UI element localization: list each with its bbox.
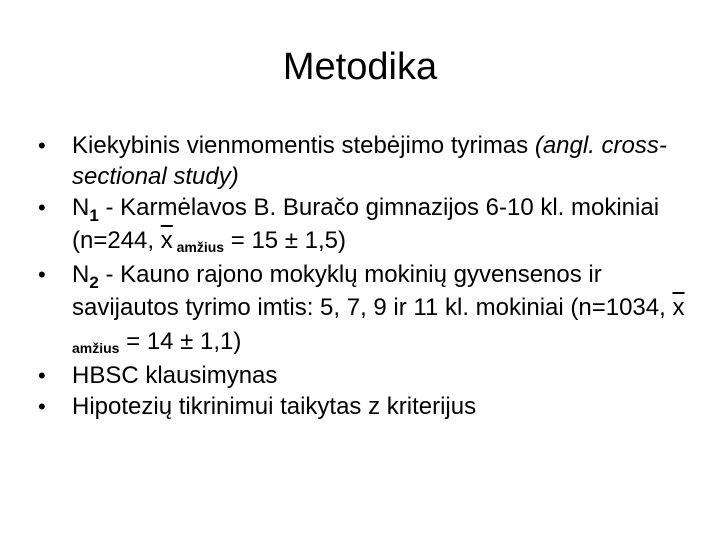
bullet-text: - Karmėlavos B. Buračo gimnazijos 6-10 kl. mokiniai (n=244, (72, 194, 660, 254)
slide-title: Metodika (282, 46, 438, 88)
sample-label: N (72, 261, 90, 288)
bullet-icon: • (38, 262, 46, 287)
bullet-item-sample-n1 (36, 192, 696, 259)
bullet-icon: • (38, 133, 46, 158)
bullet-item-study-type (36, 130, 696, 192)
bullet-text: HBSC klausimynas (72, 362, 278, 389)
mean-symbol: $\overline{x}$ (160, 227, 173, 254)
bullet-italic-text: (angl. cross-sectional study) (72, 132, 667, 190)
bullet-item-sample-n2 (36, 259, 696, 360)
bullet-item-questionnaire (36, 360, 696, 391)
mean-subscript: amžius (172, 239, 225, 255)
bullet-text-end: = 15 ± 1,5) (224, 227, 347, 254)
bullet-icon: • (38, 363, 46, 388)
bullet-text-end: = 14 ± 1,1) (119, 328, 242, 355)
mean-subscript: amžius (72, 340, 120, 356)
sample-subscript: 2 (89, 273, 99, 292)
bullet-list (36, 130, 696, 422)
mean-symbol: $\overline{x}$ (672, 294, 685, 321)
bullet-text: Hipotezių tikrinimui taikytas z kriterijus (72, 393, 477, 420)
sample-label: N (72, 194, 90, 221)
bullet-icon: • (38, 195, 46, 220)
sample-subscript: 1 (89, 206, 99, 225)
bullet-text: Kiekybinis vienmomentis stebėjimo tyrimas (72, 132, 535, 159)
bullet-item-hypothesis-test (36, 391, 696, 422)
bullet-icon: • (38, 394, 46, 419)
bullet-text: - Kauno rajono mokyklų mokinių gyvensenos ir savijautos tyrimo imtis: 5, 7, 9 ir 11 kl. mokiniai (n=1034, (72, 261, 673, 321)
